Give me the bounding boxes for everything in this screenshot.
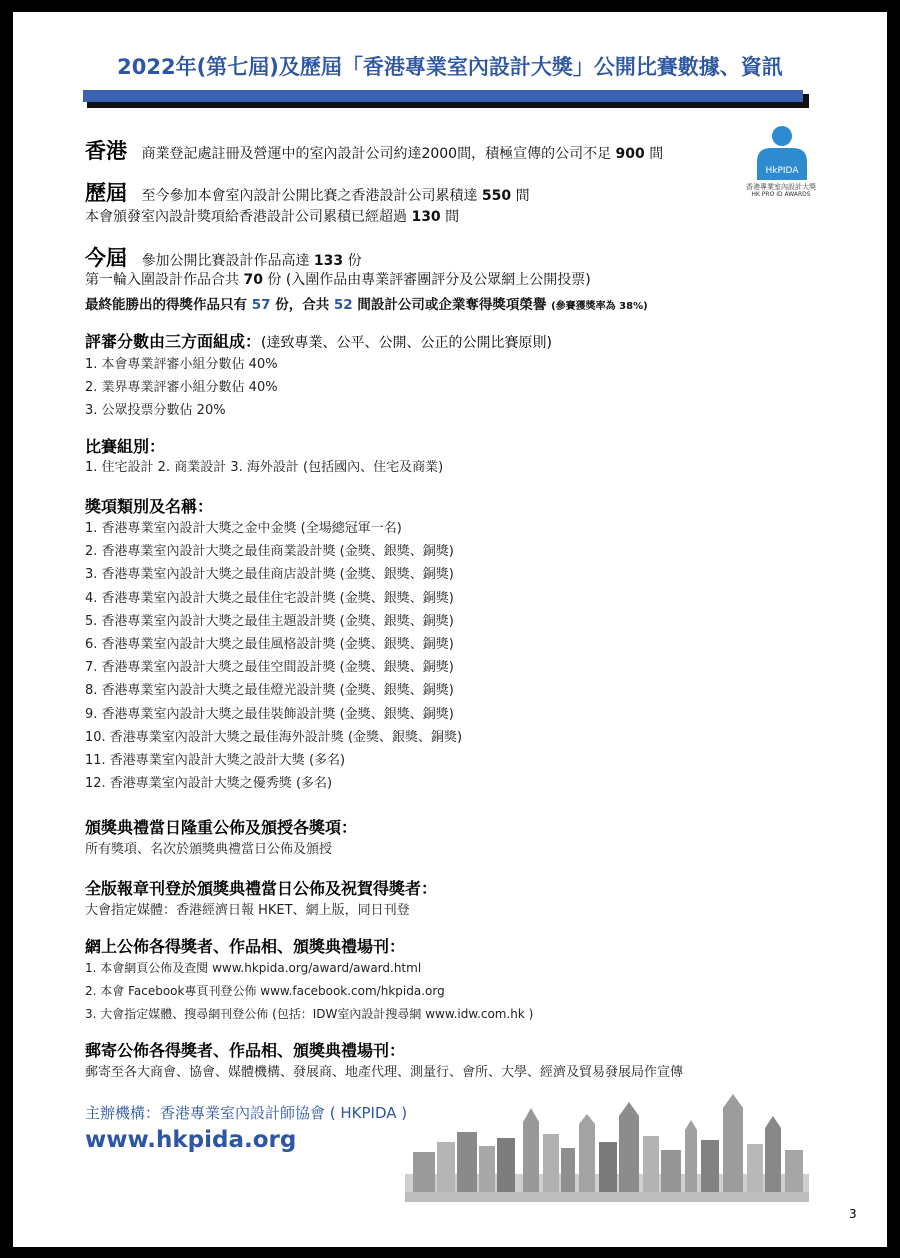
list-item: 3. 公眾投票分數佔 20%: [85, 403, 226, 419]
list-item: 1. 本會專業評審小組分數佔 40%: [85, 357, 278, 372]
newspaper-text: 大會指定媒體：香港經濟日報 HKET、網上版，同日刊登: [85, 903, 410, 918]
past-text: 至今參加本會室內設計公開比賽之香港設計公司累積達: [141, 188, 478, 204]
list-item: 7. 香港專業室內設計大獎之最佳空間設計獎 (金獎、銀獎、銅獎): [85, 660, 454, 676]
groups-heading: 比賽組別：: [85, 437, 166, 456]
logo-head-icon: [772, 126, 792, 146]
list-item: 4. 香港專業室內設計大獎之最佳住宅設計獎 (金獎、銀獎、銅獎): [85, 590, 454, 606]
scoring-list: [85, 353, 278, 423]
current-row: [85, 242, 362, 272]
hk-label: 香港: [85, 139, 127, 163]
current-line3-note: (參賽獲獎率為 38%): [551, 301, 648, 312]
mail-heading: 郵寄公佈各得獎者、作品相、頒獎典禮場刊：: [85, 1041, 406, 1060]
ceremony-text: 所有獎項、名次於頒獎典禮當日公佈及頒授: [85, 842, 333, 857]
current-line2-num: 70: [243, 272, 263, 288]
list-item: 2. 本會 Facebook專頁刊登公佈 www.facebook.com/hkpida.org: [85, 984, 445, 999]
past-row: [85, 177, 530, 207]
current-line2-a: 第一輪入圍設計作品合共: [85, 272, 239, 288]
online-list: [85, 957, 533, 1027]
list-item: 1. 香港專業室內設計大獎之金中金獎 (全場總冠軍一名): [85, 521, 402, 536]
hkpida-logo: [747, 122, 817, 214]
current-line3-c: 間設計公司或企業奪得獎項榮譽: [357, 297, 547, 313]
logo-name-en: HK PRO ID AWARDS: [751, 191, 811, 198]
current-line3-a: 最終能勝出的得獎作品只有: [85, 297, 247, 313]
current-text: 參加公開比賽設計作品高達: [141, 253, 310, 269]
hk-text: 商業登記處註冊及營運中的室內設計公司約達2000間，積極宣傳的公司不足: [141, 146, 612, 162]
list-item: 5. 香港專業室內設計大獎之最佳主題設計獎 (金獎、銀獎、銅獎): [85, 613, 454, 629]
current-label: 今屆: [85, 246, 127, 270]
skyline-illustration: [405, 1094, 809, 1202]
scoring-heading: [85, 329, 552, 352]
list-item: 6. 香港專業室內設計大獎之最佳風格設計獎 (金獎、銀獎、銅獎): [85, 636, 454, 652]
groups-text: 1. 住宅設計 2. 商業設計 3. 海外設計 (包括國內、住宅及商業): [85, 460, 444, 475]
organizer: 主辦機構：香港專業室內設計師協會 ( HKPIDA ): [85, 1104, 408, 1122]
current-num: 133: [313, 253, 344, 269]
page-title: 2022年(第七屆)及歷屆「香港專業室內設計大獎」公開比賽數據、資訊: [117, 55, 783, 79]
current-line3-b: 份，合共: [275, 297, 330, 313]
past-line2-text: 本會頒發室內設計獎項給香港設計公司累積已經超過: [85, 209, 407, 225]
past-num: 550: [481, 188, 512, 204]
list-item: 8. 香港專業室內設計大獎之最佳燈光設計獎 (金獎、銀獎、銅獎): [85, 683, 454, 699]
current-line2: [85, 269, 591, 289]
hk-row: [85, 135, 663, 165]
awards-heading: 獎項類別及名稱：: [85, 497, 214, 516]
hk-num: 900: [615, 146, 645, 162]
hk-unit: 間: [649, 146, 664, 162]
website-link[interactable]: www.hkpida.org: [85, 1127, 297, 1153]
list-item: 3. 大會指定媒體、搜尋網刊登公佈 (包括：IDW室內設計搜尋網 www.idw.com.hk ): [85, 1007, 534, 1022]
ceremony-heading: 頒獎典禮當日隆重公佈及頒授各獎項：: [85, 818, 358, 837]
past-line2-unit: 間: [445, 209, 460, 225]
list-item: 11. 香港專業室內設計大獎之設計大獎 (多名): [85, 752, 346, 768]
awards-list: [85, 517, 462, 795]
past-unit: 間: [515, 188, 530, 204]
list-item: 2. 香港專業室內設計大獎之最佳商業設計獎 (金獎、銀獎、銅獎): [85, 544, 454, 560]
logo-mark: HkPIDA: [765, 166, 799, 176]
past-line2-num: 130: [411, 209, 441, 225]
current-line3: [85, 293, 648, 313]
current-line3-num2: 52: [333, 297, 353, 313]
list-item: 1. 本會網頁公佈及查閱 www.hkpida.org/award/award.html: [85, 961, 422, 975]
past-label: 歷屆: [85, 181, 127, 205]
newspaper-heading: 全版報章刊登於頒獎典禮當日公佈及祝賀得獎者：: [85, 879, 438, 898]
page-number: 3: [849, 1207, 857, 1221]
mail-text: 郵寄至各大商會、協會、媒體機構、發展商、地產代理、測量行、會所、大學、經濟及貿易發展局作宣傳: [85, 1065, 684, 1080]
current-line2-b: 份 (入圍作品由專業評審團評分及公眾網上公開投票): [267, 272, 591, 288]
scoring-heading-text: 評審分數由三方面組成：: [85, 332, 262, 351]
list-item: 12. 香港專業室內設計大獎之優秀獎 (多名): [85, 776, 333, 792]
page: [13, 12, 887, 1247]
list-item: 3. 香港專業室內設計大獎之最佳商店設計獎 (金獎、銀獎、銅獎): [85, 567, 454, 583]
list-item: 2. 業界專業評審小組分數佔 40%: [85, 380, 278, 396]
online-heading: 網上公佈各得獎者、作品相、頒獎典禮場刊：: [85, 937, 406, 956]
logo-name-zh: 香港專業室內設計大獎: [746, 183, 816, 191]
list-item: 10. 香港專業室內設計大獎之最佳海外設計獎 (金獎、銀獎、銅獎): [85, 729, 463, 745]
scoring-note: (達致專業、公平、公開、公正的公開比賽原則): [261, 335, 552, 351]
current-line3-num1: 57: [251, 297, 271, 313]
current-unit: 份: [347, 253, 362, 269]
title-bar: [83, 90, 803, 102]
list-item: 9. 香港專業室內設計大獎之最佳裝飾設計獎 (金獎、銀獎、銅獎): [85, 706, 454, 722]
past-line2: [85, 206, 459, 226]
